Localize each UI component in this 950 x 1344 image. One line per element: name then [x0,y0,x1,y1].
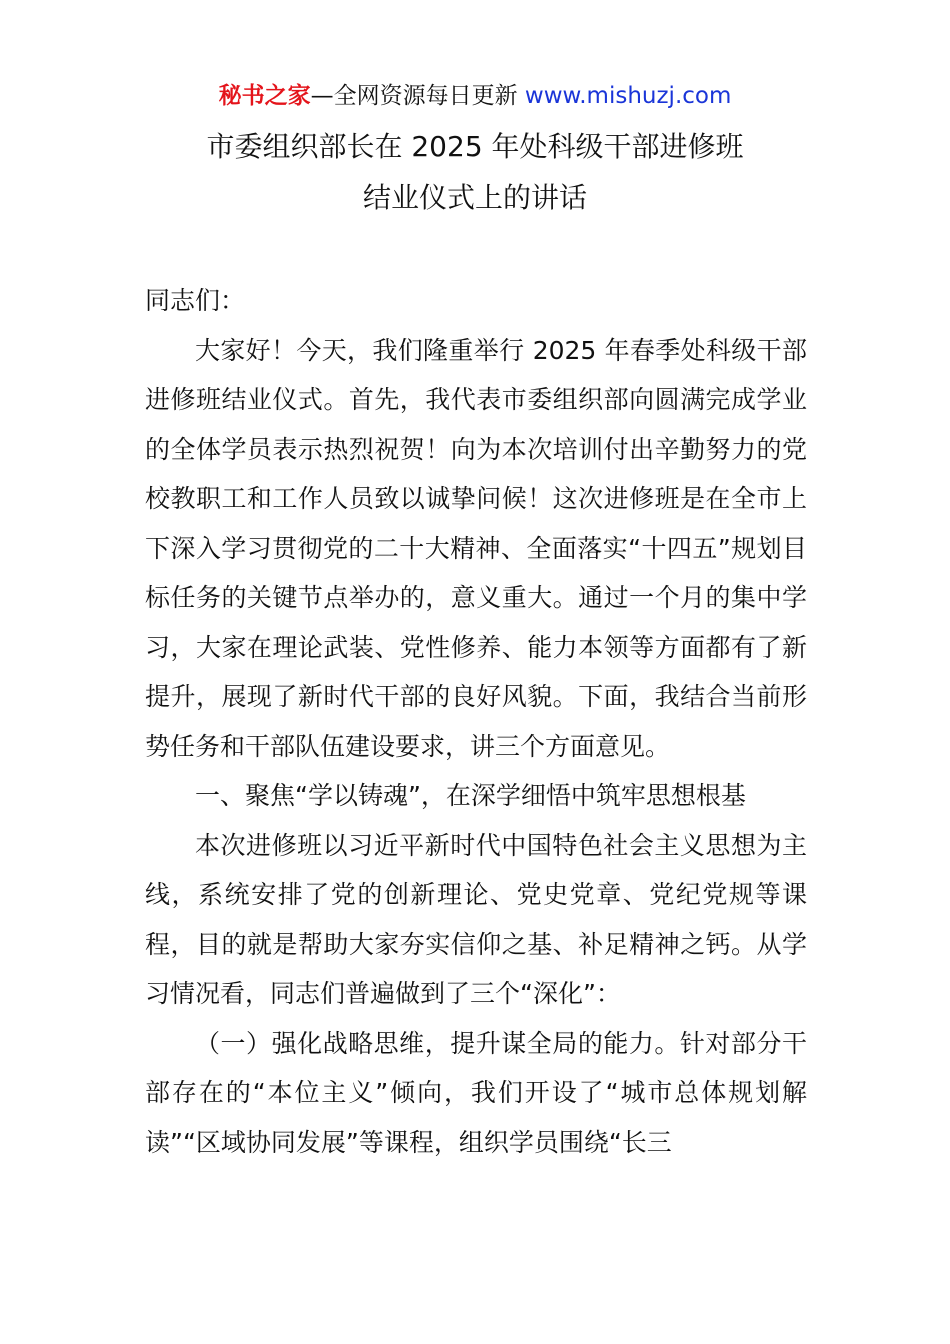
salutation: 同志们： [145,286,246,315]
body-paragraph: 本次进修班以习近平新时代中国特色社会主义思想为主线，系统安排了党的创新理论、党史党章、党纪党规等课程，目的就是帮助大家夯实信仰之基、补足精神之钙。从学习情况看，同志们普遍做到了三个“深化”： [145,830,807,1008]
header-tagline: —全网资源每日更新 [310,83,518,109]
site-url-link[interactable]: www.mishuzj.com [524,83,732,109]
document-title-line-1: 市委组织部长在 2025 年处科级干部进修班 [206,130,744,163]
document-title-line-2: 结业仪式上的讲话 [362,181,587,214]
body-paragraph: 大家好！今天，我们隆重举行 2025 年春季处科级干部进修班结业仪式。首先，我代表市委组织部向圆满完成学业的全体学员表示热烈祝贺！向为本次培训付出辛勤努力的党校教职工和工作人员致以诚挚问候！这次进修班是在全市上下深入学习贯彻党的二十大精神、全面落实“十四五”规划目标任务的关键节点举办的，意义重大。通过一个月的集中学习，大家在理论武装、党性修养、能力本领等方面都有了新提升，展现了新时代干部的良好风貌。下面，我结合当前形势任务和干部队伍建设要求，讲三个方面意见。 [145,335,807,761]
brand-name: 秘书之家 [218,83,311,109]
section-heading: 一、聚焦“学以铸魂”，在深学细悟中筑牢思想根基 [195,781,746,810]
body-paragraph: （一）强化战略思维，提升谋全局的能力。针对部分干部存在的“本位主义”倾向，我们开设了“城市总体规划解读”“区域协同发展”等课程，组织学员围绕“长三 [145,1028,807,1157]
site-header [0,80,950,112]
document-body [145,276,807,1167]
